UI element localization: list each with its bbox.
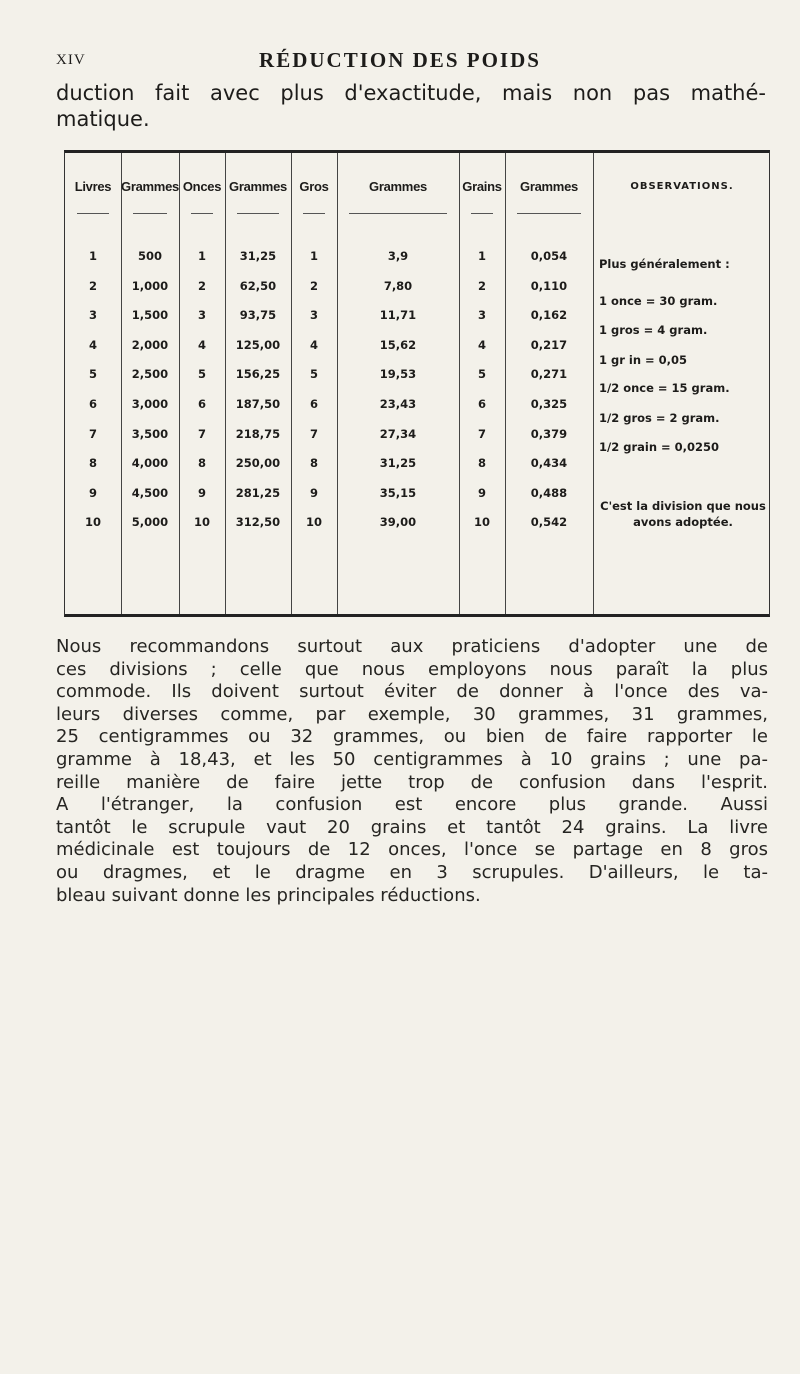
conversion-table bbox=[64, 150, 770, 617]
table-cell: 9 bbox=[197, 485, 206, 500]
body-line: reille manière de faire jette trop de confusion dans l'esprit. bbox=[56, 771, 768, 793]
equivalence-line: 1 gros = 4 gram. bbox=[599, 323, 708, 337]
table-cell: 35,15 bbox=[379, 485, 417, 500]
column-header: Grammes bbox=[229, 179, 287, 194]
table-cell: 9 bbox=[477, 485, 486, 500]
table-cell: 3 bbox=[309, 308, 318, 323]
table-cell: 6 bbox=[197, 397, 206, 411]
table-cell: 2 bbox=[88, 278, 97, 293]
table-cell: 4 bbox=[309, 337, 318, 352]
table-cell: 1,500 bbox=[131, 308, 169, 323]
table-cell: 250,00 bbox=[235, 456, 281, 471]
observations-note: C'est la division que nous avons adoptée. bbox=[600, 499, 766, 529]
table-cell: 7 bbox=[88, 426, 97, 441]
table-cell: 31,25 bbox=[239, 249, 277, 263]
column-header: Grammes bbox=[369, 179, 427, 194]
table-cell: 9 bbox=[309, 485, 318, 500]
table-cell: 4,000 bbox=[131, 456, 169, 471]
table-cell: 11,71 bbox=[379, 308, 417, 323]
table-cell: 6 bbox=[88, 397, 97, 411]
table-cell: 0,325 bbox=[530, 397, 568, 411]
table-cell: 8 bbox=[477, 456, 486, 471]
table-cell: 2 bbox=[197, 278, 206, 293]
table-cell: 0,054 bbox=[530, 249, 568, 263]
table-cell: 4 bbox=[477, 337, 486, 352]
page-number: XIV bbox=[56, 52, 86, 68]
body-line: leurs diverses comme, par exemple, 30 grammes, 31 grammes, bbox=[56, 703, 768, 725]
table-cell: 3 bbox=[88, 308, 97, 323]
table-cell: 23,43 bbox=[379, 397, 417, 411]
table-cell: 3 bbox=[477, 308, 486, 323]
table-cell: 0,434 bbox=[530, 456, 568, 471]
table-cell: 10 bbox=[84, 515, 101, 530]
table-cell: 10 bbox=[305, 515, 322, 530]
column-header: Grains bbox=[462, 179, 502, 194]
header-underline bbox=[517, 213, 581, 214]
intro-line: duction fait avec plus d'exactitude, mais non pas mathé- bbox=[56, 81, 766, 105]
column-rule bbox=[121, 153, 122, 614]
header-underline bbox=[77, 213, 109, 214]
table-cell: 8 bbox=[197, 456, 206, 471]
table-cell: 2,000 bbox=[131, 337, 169, 352]
body-line: gramme à 18,43, et les 50 centigrammes à 10 grains ; une pa- bbox=[56, 748, 768, 770]
table-cell: 281,25 bbox=[235, 485, 281, 500]
table-cell: 3 bbox=[197, 308, 206, 323]
table-cell: 1 bbox=[197, 249, 206, 263]
column-header: Grammes bbox=[520, 179, 578, 194]
column-rule bbox=[505, 153, 506, 614]
table-cell: 4,500 bbox=[131, 485, 169, 500]
table-cell: 1 bbox=[309, 249, 318, 263]
running-title: RÉDUCTION DES POIDS bbox=[259, 48, 541, 72]
table-cell: 5 bbox=[197, 367, 206, 382]
table-cell: 5 bbox=[88, 367, 97, 382]
header-underline bbox=[471, 213, 493, 214]
body-line: commode. Ils doivent surtout éviter de donner à l'once des va- bbox=[56, 681, 768, 703]
body-line: ou dragmes, et le dragme en 3 scrupules. D'ailleurs, le ta- bbox=[56, 861, 768, 883]
table-cell: 5 bbox=[309, 367, 318, 382]
table-cell: 500 bbox=[137, 249, 162, 263]
table-cell: 8 bbox=[309, 456, 318, 471]
table-cell: 1 bbox=[477, 249, 486, 263]
table-cell: 2 bbox=[477, 278, 486, 293]
table-cell: 125,00 bbox=[235, 337, 281, 352]
column-rule bbox=[593, 153, 594, 614]
body-line: A l'étranger, la confusion est encore plus grande. Aussi bbox=[56, 794, 768, 816]
column-rule bbox=[179, 153, 180, 614]
body-line: bleau suivant donne les principales réductions. bbox=[56, 884, 481, 906]
column-header: Gros bbox=[299, 179, 329, 194]
table-cell: 156,25 bbox=[235, 367, 281, 382]
equivalence-line: 1/2 gros = 2 gram. bbox=[599, 411, 720, 425]
table-cell: 2,500 bbox=[131, 367, 169, 382]
equivalence-line: 1 once = 30 gram. bbox=[599, 294, 718, 308]
table-cell: 218,75 bbox=[235, 426, 281, 441]
table-cell: 0,542 bbox=[530, 515, 568, 530]
body-line: Nous recommandons surtout aux praticiens d'adopter une de bbox=[56, 636, 768, 657]
table-cell: 31,25 bbox=[379, 456, 417, 471]
table-cell: 39,00 bbox=[379, 515, 417, 530]
table-cell: 10 bbox=[193, 515, 210, 530]
body-line: 25 centigrammes ou 32 grammes, ou bien de faire rapporter le bbox=[56, 726, 768, 748]
table-cell: 0,110 bbox=[530, 278, 568, 293]
column-rule bbox=[337, 153, 338, 614]
column-header: Grammes bbox=[121, 179, 179, 194]
body-line: ces divisions ; celle que nous employons nous paraît la plus bbox=[56, 658, 768, 680]
body-line: médicinale est toujours de 12 onces, l'once se partage en 8 gros bbox=[56, 839, 768, 861]
header-underline bbox=[191, 213, 213, 214]
table-cell: 93,75 bbox=[239, 308, 277, 323]
table-cell: 5,000 bbox=[131, 515, 169, 530]
equivalence-line: 1/2 grain = 0,0250 bbox=[599, 440, 720, 454]
header-underline bbox=[237, 213, 279, 214]
equivalence-line: 1 gr in = 0,05 bbox=[599, 353, 688, 367]
table-cell: 0,162 bbox=[530, 308, 568, 323]
table-cell: 0,271 bbox=[530, 367, 568, 382]
table-cell: 4 bbox=[88, 337, 97, 352]
table-cell: 2 bbox=[309, 278, 318, 293]
table-cell: 19,53 bbox=[379, 367, 417, 382]
table-cell: 8 bbox=[88, 456, 97, 471]
intro-paragraph bbox=[56, 80, 766, 132]
observations-header: OBSERVATIONS. bbox=[630, 181, 734, 192]
table-cell: 6 bbox=[477, 397, 486, 411]
column-rule bbox=[225, 153, 226, 614]
table-cell: 187,50 bbox=[235, 397, 281, 411]
table-cell: 27,34 bbox=[379, 426, 417, 441]
body-line: tantôt le scrupule vaut 20 grains et tantôt 24 grains. La livre bbox=[56, 816, 768, 838]
table-cell: 0,488 bbox=[530, 485, 568, 500]
table-cell: 1 bbox=[88, 249, 97, 263]
table-cell: 3,500 bbox=[131, 426, 169, 441]
column-rule bbox=[459, 153, 460, 614]
header-underline bbox=[133, 213, 167, 214]
table-cell: 62,50 bbox=[239, 278, 277, 293]
table-cell: 7 bbox=[197, 426, 206, 441]
table-cell: 3,000 bbox=[131, 397, 169, 411]
table-cell: 9 bbox=[88, 485, 97, 500]
table-cell: 3,9 bbox=[387, 249, 409, 263]
table-cell: 0,379 bbox=[530, 426, 568, 441]
equivalence-line: 1/2 once = 15 gram. bbox=[599, 381, 730, 395]
header-underline bbox=[349, 213, 447, 214]
table-cell: 7,80 bbox=[383, 278, 413, 293]
observations-lead: Plus généralement : bbox=[599, 257, 730, 271]
column-header: Livres bbox=[74, 179, 112, 194]
table-cell: 0,217 bbox=[530, 337, 568, 352]
table-cell: 7 bbox=[309, 426, 318, 441]
table-cell: 6 bbox=[309, 397, 318, 411]
column-rule bbox=[291, 153, 292, 614]
column-header: Onces bbox=[182, 179, 222, 194]
table-cell: 5 bbox=[477, 367, 486, 382]
table-cell: 10 bbox=[473, 515, 490, 530]
intro-line: matique. bbox=[56, 107, 150, 131]
table-cell: 7 bbox=[477, 426, 486, 441]
table-cell: 15,62 bbox=[379, 337, 417, 352]
table-cell: 312,50 bbox=[235, 515, 281, 530]
header-underline bbox=[303, 213, 325, 214]
table-cell: 4 bbox=[197, 337, 206, 352]
body-paragraph bbox=[56, 636, 768, 907]
table-cell: 1,000 bbox=[131, 278, 169, 293]
